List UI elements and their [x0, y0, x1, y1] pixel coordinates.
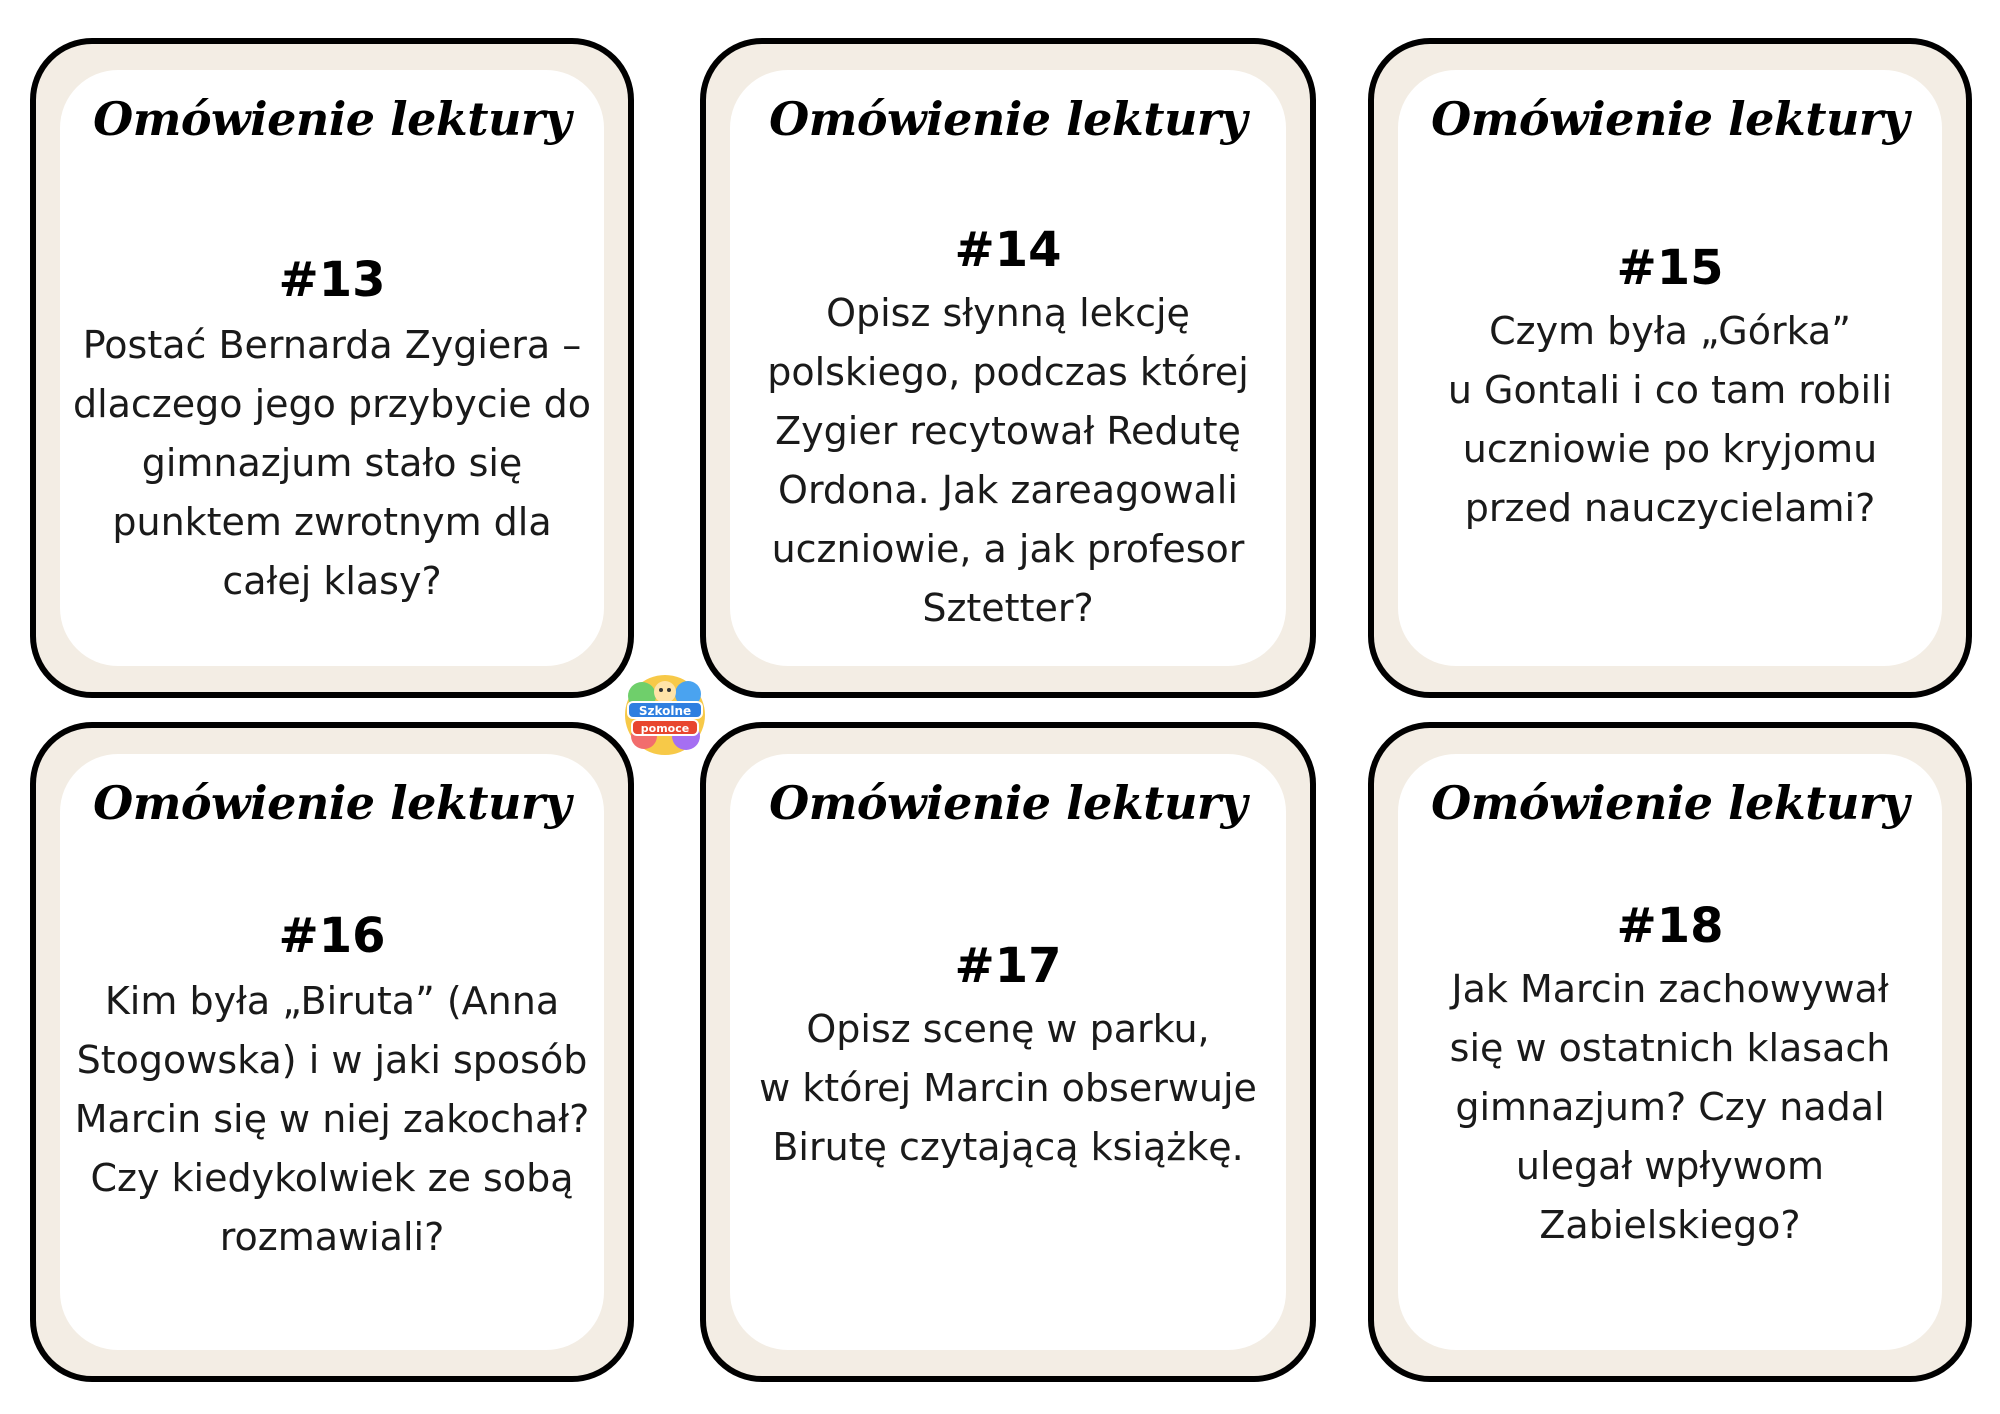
card-number: #16	[278, 908, 386, 964]
card-title: Omówienie lektury	[1431, 776, 1909, 830]
logo-line2: pomoce	[640, 722, 690, 735]
logo-line1: Szkolne	[638, 704, 692, 718]
card-question: Postać Bernarda Zygiera – dlaczego jego przybycie do gimnazjum stało się punktem zwrotnym dla całej klasy?	[72, 323, 592, 603]
szkolne-pomoce-logo	[622, 672, 708, 758]
card-question: Kim była „Biruta” (Anna Stogowska) i w jaki sposób Marcin się w niej zakochał? Czy kiedykolwiek ze sobą rozmawiali?	[74, 979, 590, 1259]
card-title: Omówienie lektury	[769, 776, 1247, 830]
question-card-14	[700, 38, 1316, 698]
card-question: Jak Marcin zachowywał się w ostatnich klasach gimnazjum? Czy nadal ulegał wpływom Zabielskiego?	[1449, 967, 1891, 1247]
card-question: Czym była „Górka” u Gontali i co tam robili uczniowie po kryjomu przed nauczycielami?	[1447, 309, 1893, 530]
card-number: #14	[954, 222, 1062, 278]
card-question: Opisz scenę w parku, w której Marcin obserwuje Birutę czytającą książkę.	[759, 1007, 1257, 1169]
card-title: Omówienie lektury	[93, 92, 571, 146]
question-card-18	[1368, 722, 1972, 1382]
card-number: #18	[1616, 898, 1724, 954]
question-card-15	[1368, 38, 1972, 698]
card-title: Omówienie lektury	[1431, 92, 1909, 146]
question-card-13	[30, 38, 634, 698]
question-card-16	[30, 722, 634, 1382]
card-number: #15	[1616, 240, 1724, 296]
card-title: Omówienie lektury	[93, 776, 571, 830]
card-number: #17	[954, 938, 1062, 994]
card-title: Omówienie lektury	[769, 92, 1247, 146]
card-number: #13	[278, 252, 386, 308]
card-question: Opisz słynną lekcję polskiego, podczas której Zygier recytował Redutę Ordona. Jak zareagowali uczniowie, a jak profesor Sztetter?	[767, 291, 1249, 630]
question-card-17	[700, 722, 1316, 1382]
